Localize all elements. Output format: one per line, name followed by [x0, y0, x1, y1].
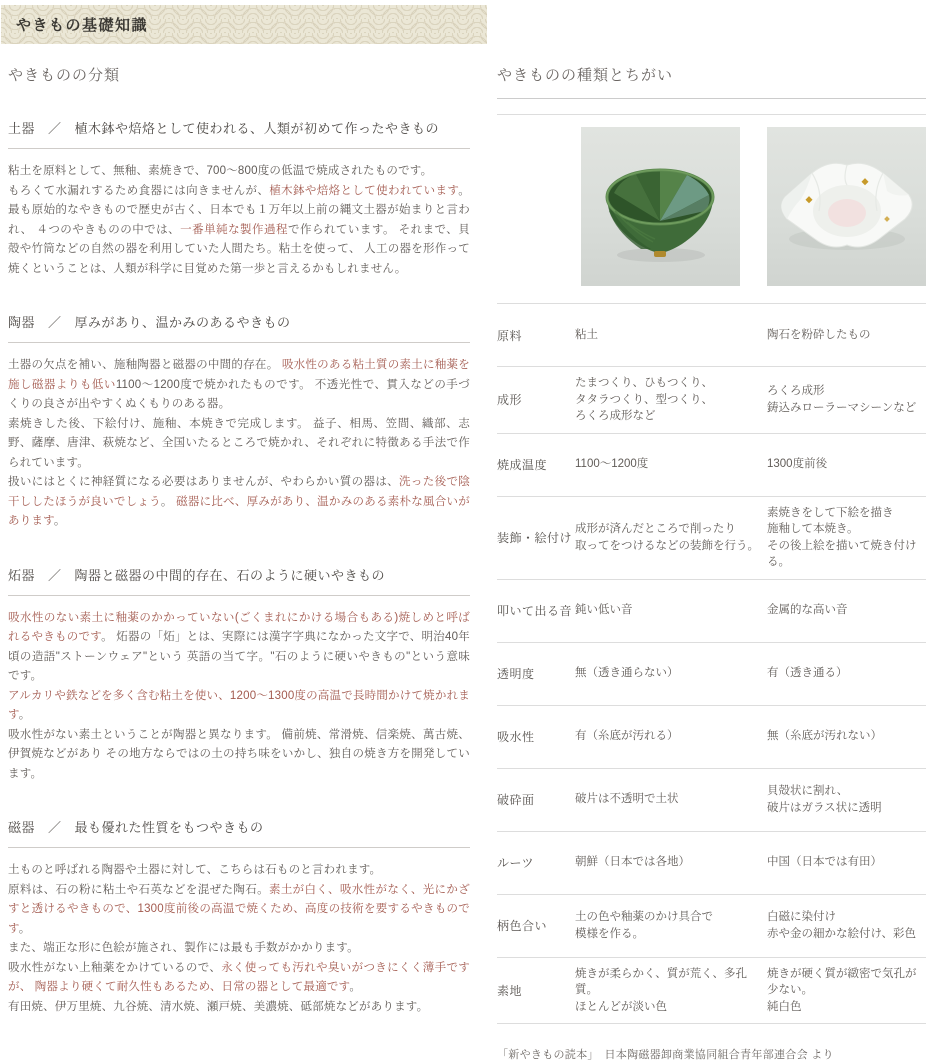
accent-phrase: 磁器に比べ、厚みがあり、温かみのある素朴な風合いがあります: [8, 495, 470, 527]
table-row: [497, 579, 926, 642]
porcelain-value-cell: [767, 831, 926, 894]
table-row: [497, 304, 926, 367]
cell-line: 有（糸底が汚れる）: [575, 730, 679, 743]
table-row: [497, 433, 926, 496]
body-text: 。: [18, 709, 31, 721]
pottery-value-cell: [575, 367, 767, 434]
green-bowl-illustration: [581, 127, 740, 286]
body-text: 。 最も原始的なやきもので歴史が古く、日本でも１万年以上前の縄文土器が始まりと言われ、 ４つのやきものの中では、: [8, 184, 470, 236]
cell-line: 純白色: [767, 1000, 802, 1013]
cell-line: 模様を作る。: [575, 927, 644, 940]
page-banner: [1, 5, 487, 44]
cell-line: 施釉して本焼き。: [767, 523, 859, 535]
cell-line: 1100〜1200度: [575, 458, 649, 471]
body-text: 扱いにはとくに神経質になる必要はありませんが、やわらかい質の器は、: [8, 476, 400, 488]
cell-line: 1300度前後: [767, 458, 828, 471]
table-row: [497, 894, 926, 957]
table-row: [497, 496, 926, 579]
body-text: 。 炻器の「炻」とは、実際には漢字字典になかった文字で、明治40年頃の造語"ストーンウェア"という 英語の当て字。"石のように硬いやきもの"という意味です。: [8, 631, 470, 682]
row-label: 装飾・絵付け: [497, 531, 573, 545]
pottery-type-section: [8, 817, 470, 1017]
row-label: 柄色合い: [497, 919, 548, 933]
cell-line: 破片は不透明で土状: [575, 793, 679, 806]
pottery-type-section: [8, 565, 470, 785]
body-text: 土器の欠点を補い、施釉陶器と磁器の中間的存在。: [8, 359, 282, 371]
cell-line: ほとんどが淡い色: [575, 1000, 667, 1013]
cell-line: 無（糸底が汚れない）: [767, 730, 882, 743]
accent-phrase: 一番単純な製作過程: [180, 223, 288, 236]
pottery-value-cell: [575, 579, 767, 642]
body-text: 原料は、石の粉に粘土や石英などを混ぜた陶石。: [8, 883, 269, 896]
pottery-value-cell: [575, 304, 767, 367]
body-text: 素焼きした後、下絵付け、施釉、本焼きで完成します。 益子、相馬、笠間、織部、志野、薩摩、唐津、萩焼など、全国いたるところで焼かれ、それぞれに特徴ある手法で作られています。: [8, 417, 470, 469]
body-text: 有田焼、伊万里焼、九谷焼、清水焼、瀬戸焼、美濃焼、砥部焼などがあります。: [8, 1000, 429, 1013]
separator-slash: ／: [48, 567, 62, 583]
cell-line: 陶石を粉砕したもの: [767, 328, 871, 341]
row-label: 成形: [497, 393, 523, 408]
table-row: [497, 831, 926, 894]
pottery-type-sections: [8, 118, 470, 1017]
cell-line: 成形が済んだところで削ったり: [575, 523, 736, 535]
separator-slash: ／: [48, 820, 62, 835]
row-label: 原料: [497, 328, 523, 343]
section-term: 土器: [8, 121, 36, 136]
porcelain-value-cell: [767, 642, 926, 705]
porcelain-example-photo: [767, 127, 926, 286]
section-heading: [8, 118, 470, 149]
row-label: ルーツ: [497, 856, 535, 870]
cell-line: 粘土: [575, 328, 598, 341]
cell-line: 焼きが硬く質が緻密で気孔が少ない。: [767, 967, 917, 996]
separator-slash: ／: [48, 121, 62, 136]
section-term: 陶器: [8, 315, 36, 330]
cell-line: 貝殻状に割れ、: [767, 785, 849, 797]
cell-line: 白磁に染付け: [767, 911, 836, 923]
cell-line: 鋳込みローラーマシーンなど: [767, 401, 917, 414]
porcelain-value-cell: [767, 768, 926, 831]
row-label: 吸水性: [497, 730, 535, 744]
porcelain-value-cell: [767, 496, 926, 579]
pottery-example-photo: [581, 127, 740, 286]
table-row: [497, 367, 926, 434]
section-heading: [8, 312, 470, 343]
row-label: 焼成温度: [497, 458, 548, 472]
body-text: 。: [53, 515, 66, 527]
pottery-value-cell: [575, 642, 767, 705]
section-paragraph: [8, 861, 470, 1017]
section-heading: [8, 565, 470, 596]
cell-line: 無（透き通らない）: [575, 667, 679, 680]
cell-line: ろくろ成形など: [575, 410, 656, 422]
body-text: もろくて水漏れするため食器には向きませんが、: [8, 184, 270, 197]
table-row: [497, 642, 926, 705]
source-credit: 「新やきもの読本」 日本陶磁器卸商業協同組合青年部連合会 より: [497, 1049, 834, 1061]
body-text: また、端正な形に色絵が施され、製作には最も手数がかかります。: [8, 942, 359, 954]
section-paragraph: [8, 609, 470, 785]
accent-phrase: 洗った後で陰干ししたほうが良いでしょう: [8, 476, 470, 508]
comparison-column: [497, 44, 926, 1062]
accent-phrase: 素土が白く、吸水性がなく、光にかざすと透けるやきもので、1300度前後の高温で焼くため、高度の技術を要するやきものです: [8, 883, 470, 935]
accent-phrase: アルカリや鉄などを多く含む粘土を使い、1200〜1300度の高温で長時間かけて焼かれます: [8, 689, 470, 721]
cell-line: 中国（日本では有田）: [767, 856, 882, 869]
pottery-value-cell: [575, 894, 767, 957]
pottery-value-cell: [575, 831, 767, 894]
cell-line: 取ってをつけるなどの装飾を行う。: [575, 539, 759, 552]
porcelain-value-cell: [767, 304, 926, 367]
pottery-value-cell: [575, 496, 767, 579]
table-row: [497, 768, 926, 831]
porcelain-value-cell: [767, 433, 926, 496]
section-subtitle: 厚みがあり、温かみのあるやきもの: [74, 315, 291, 330]
section-term: 炻器: [8, 567, 36, 583]
body-text: 吸水性がない上釉薬をかけているので、: [8, 961, 222, 974]
white-dish-illustration: [767, 127, 926, 286]
accent-phrase: 吸水性のある粘土質の素土に釉薬を施し磁器よりも低い: [8, 359, 470, 391]
pottery-value-cell: [575, 768, 767, 831]
body-text: 。: [349, 981, 362, 993]
comparison-heading: やきものの種類とちがい: [497, 64, 926, 99]
cell-line: たまつくり、ひもつくり、: [575, 377, 713, 389]
row-label: 素地: [497, 983, 523, 998]
cell-line: ろくろ成形: [767, 385, 825, 398]
cell-line: 金属的な高い音: [767, 604, 848, 617]
content-columns: [0, 44, 926, 1062]
porcelain-value-cell: [767, 705, 926, 768]
section-paragraph: [8, 356, 470, 532]
cell-line: その後上絵を描いて焼き付ける。: [767, 539, 917, 568]
section-subtitle: 最も優れた性質をもつやきもの: [74, 820, 264, 835]
section-subtitle: 陶器と磁器の中間的存在、石のように硬いやきもの: [74, 567, 386, 583]
classification-heading: やきものの分類: [8, 67, 121, 84]
cell-line: 朝鮮（日本では各地）: [575, 856, 690, 869]
pottery-value-cell: [575, 957, 767, 1024]
pottery-value-cell: [575, 433, 767, 496]
comparison-table: [497, 114, 926, 1024]
table-row: [497, 705, 926, 768]
classification-column: [8, 44, 470, 1062]
body-text: 。: [18, 922, 31, 935]
section-heading: [8, 817, 470, 848]
porcelain-value-cell: [767, 579, 926, 642]
cell-line: タタラつくり、型つくり、: [575, 393, 713, 406]
body-text: 吸水性がない素土ということが陶器と異なります。 備前焼、常滑焼、信楽焼、萬古焼、伊賀焼などがあり その地方ならではの土の持ち味をいかし、独自の焼き方を開発しています。: [8, 728, 470, 780]
cell-line: 赤や金の細かな絵付け、彩色: [767, 927, 917, 940]
cell-line: 焼きが柔らかく、質が荒く、多孔質。: [575, 967, 748, 996]
table-row: [497, 957, 926, 1024]
photo-row: [497, 115, 926, 304]
section-subtitle: 植木鉢や焙烙として使われる、人類が初めて作ったやきもの: [74, 121, 440, 136]
body-text: 。: [160, 495, 177, 508]
body-text: で作られています。 それまで、貝殻や竹筒などの自然の器を利用していた人間たち。粘土を使って、 人工の器を形作って焼くということは、人類が科学に目覚めた第一歩と言えるかもしれません。: [8, 223, 470, 275]
pottery-type-section: [8, 118, 470, 279]
cell-line: 破片はガラス状に透明: [767, 801, 882, 814]
body-text: 1100〜1200度で焼かれたものです。 不透光性で、貫入などの手づくりの良さが出やすくぬくもりのある器。: [8, 378, 470, 410]
pottery-type-section: [8, 312, 470, 532]
section-term: 磁器: [8, 820, 36, 835]
row-label: 叩いて出る音: [497, 604, 573, 618]
row-label: 透明度: [497, 667, 535, 681]
cell-line: 土の色や釉薬のかけ具合で: [575, 911, 713, 923]
row-label: 破砕面: [497, 793, 535, 807]
porcelain-value-cell: [767, 894, 926, 957]
pottery-value-cell: [575, 705, 767, 768]
porcelain-value-cell: [767, 957, 926, 1024]
cell-line: 有（透き通る）: [767, 667, 848, 680]
accent-phrase: 植木鉢や焙烙として使われています: [269, 184, 459, 197]
porcelain-value-cell: [767, 367, 926, 434]
accent-phrase: 吸水性のない素土に釉薬のかかっていない(ごくまれにかける場合もある)焼しめと呼ばれるやきものです: [8, 611, 470, 643]
cell-line: 素焼きをして下絵を描き: [767, 506, 894, 519]
separator-slash: ／: [48, 315, 62, 330]
page-title: やきもの基礎知識: [16, 18, 149, 34]
section-paragraph: [8, 162, 470, 279]
accent-phrase: 永く使っても汚れや臭いがつきにくく薄手ですが、 陶器より硬くて耐久性もあるため、日常の器として最適です: [8, 961, 471, 993]
body-text: 土ものと呼ばれる陶器や土器に対して、こちらは石ものと言われます。: [8, 864, 382, 876]
cell-line: 鈍い低い音: [575, 604, 633, 617]
body-text: 粘土を原料として、無釉、素焼きで、700〜800度の低温で焼成されたものです。: [8, 165, 433, 177]
